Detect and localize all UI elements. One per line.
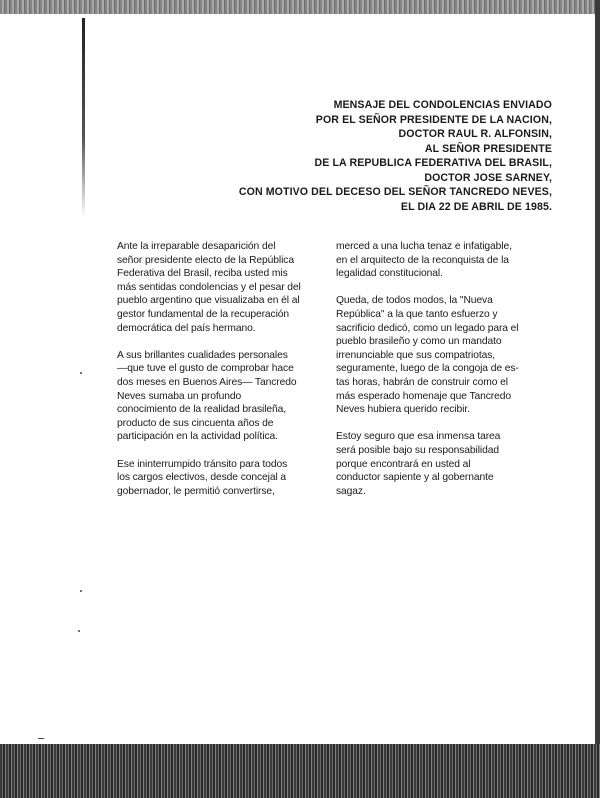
heading-line: AL SEÑOR PRESIDENTE [424,142,552,155]
scan-speck [80,590,82,592]
heading-line: DOCTOR JOSE SARNEY, [424,171,552,184]
heading-line: DOCTOR RAUL R. ALFONSIN, [398,128,552,140]
heading-line: EL DIA 22 DE ABRIL DE 1985. [400,200,552,213]
body-paragraph: Ese ininterrumpido tránsito para todos los cargos electivos, desde concejal a gobernador, le permitió convertirse, [117,458,288,497]
body-paragraph: Ante la irreparable desaparición del señor presidente electo de la República Federativa del Brasil, reciba usted mis más sentidas condolencias y el pesar del pueblo argentino que visualizaba en él al gestor fundamental de la recuperación democrática del país hermano. [117,241,301,334]
body-paragraph: Estoy seguro que esa inmensa tarea será posible bajo su responsabilidad porque encontrará en usted al conductor sapiente y al gobernante sagaz. [336,431,501,497]
right-text-column [336,240,548,512]
scan-right-edge [595,0,600,798]
body-paragraph: Queda, de todos modos, la "Nueva República" a la que tanto esfuerzo y sacrificio dedicó, como un legado para el pueblo brasileño y como un mandato irrenunciable que sus compatriotas, seguramente, luego de la congoja de es- tas horas, habrán de construir como el más esperado homenaje que Tancredo Neves hubiera querido recibir. [336,295,519,416]
scan-speck [38,738,44,739]
scan-speck [80,372,82,374]
scan-bottom-edge [0,744,600,798]
body-paragraph: A sus brillantes cualidades personales —que tuve el gusto de comprobar hace dos meses en Buenos Aires— Tancredo Neves sumaba un profundo conocimiento de la realidad brasileña, producto de sus cincuenta años de participación en la actividad política. [117,349,297,443]
binding-shadow [82,18,85,218]
heading-line: POR EL SEÑOR PRESIDENTE DE LA NACION, [315,113,552,126]
scan-speck [78,630,80,632]
body-paragraph: merced a una lucha tenaz e infatigable, en el arquitecto de la reconquista de la legalidad constitucional. [336,241,512,280]
left-text-column [117,240,317,512]
letter-heading [180,98,552,214]
scan-top-edge [0,0,600,14]
heading-line: CON MOTIVO DEL DECESO DEL SEÑOR TANCREDO NEVES, [238,186,552,198]
heading-line: DE LA REPUBLICA FEDERATIVA DEL BRASIL, [314,157,552,169]
heading-line: MENSAJE DEL CONDOLENCIAS ENVIADO [333,99,552,111]
